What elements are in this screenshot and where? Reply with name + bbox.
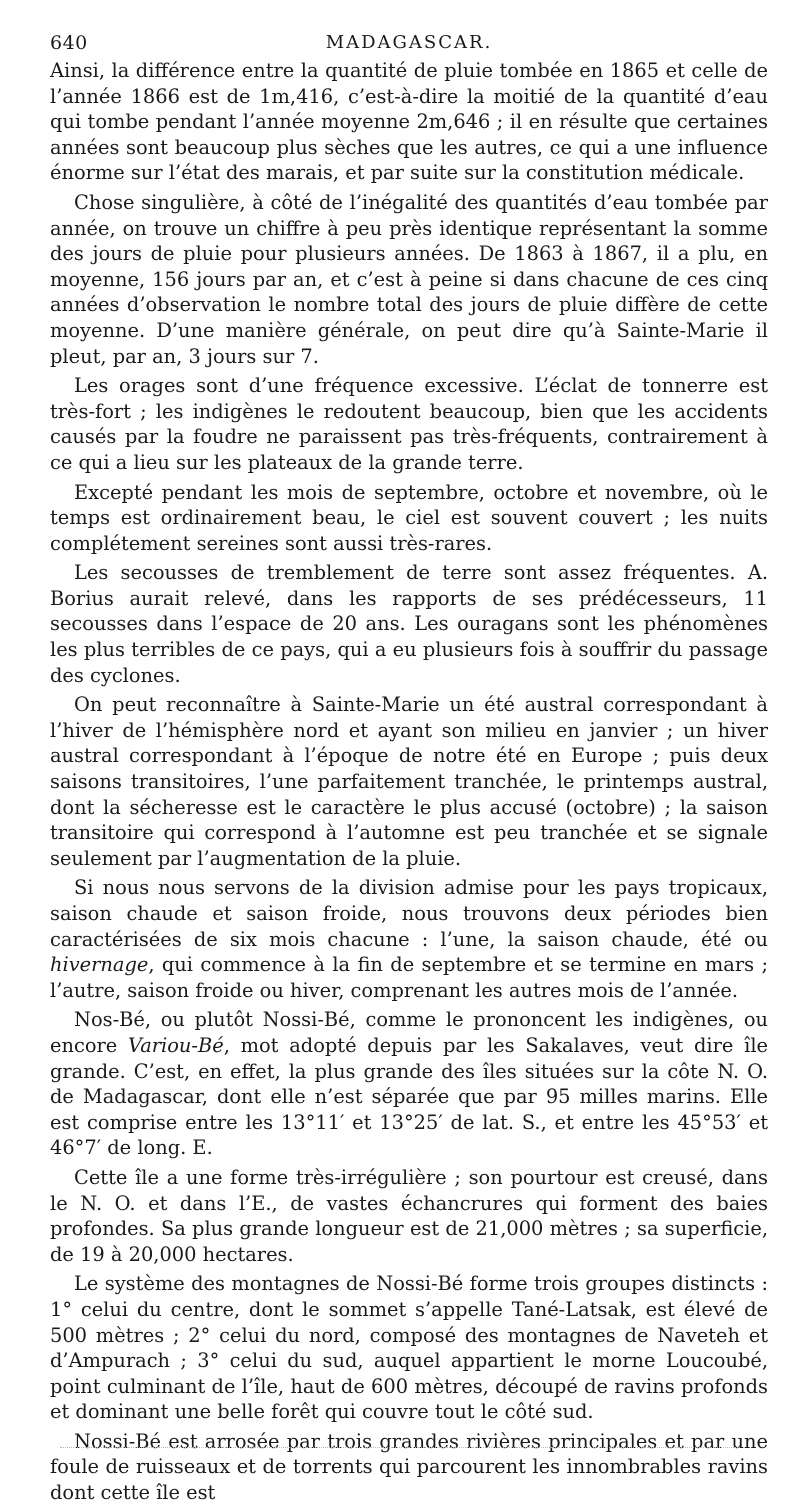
paragraph-sky: Excepté pendant les mois de septembre, octobre et novembre, où le temps est ordinairement beau, le ciel est souvent couvert ; les nuits complétement sereines sont aussi très-rares. xyxy=(50,480,768,555)
paragraph-storms: Les orages sont d’une fréquence excessive. L’éclat de tonnerre est très-fort ; les indigènes le redoutent beaucoup, bien que les accidents causés par la foudre ne paraissent pas très-fréquents, contrairement à ce qui a lieu sur les plateaux de la grande terre. xyxy=(50,374,768,474)
page-number: 640 xyxy=(50,32,88,54)
paragraph-austral-seasons: On peut reconnaître à Sainte-Marie un été austral correspondant à l’hiver de l’hémisphère nord et ayant son milieu en janvier ; un hiver austral correspondant à l’époque de notre été en Europe ; puis deux saisons transitoires, l’une parfaitement tranchée, le printemps austral, dont la sécheresse est le caractère le plus accusé (octobre) ; la saison transitoire qui correspond à l’automne est peu tranchée et se signale seulement par l’augmentation de la pluie. xyxy=(50,693,768,870)
paragraph-rainfall-difference: Ainsi, la différence entre la quantité de pluie tombée en 1865 et celle de l’année 1866 est de 1m,416, c’est-à-dire la moitié de la quantité d’eau qui tombe pendant l’année moyenne 2m,646 ; il en résulte que certaines années sont beaucoup plus sèches que les autres, ce qui a une influence énorme sur l’état des marais, et par suite sur la constitution médicale. xyxy=(50,59,768,185)
body-text xyxy=(50,58,768,1506)
italic-term-variou-be: Variou-Bé xyxy=(128,1033,224,1057)
book-page xyxy=(50,28,768,1510)
running-title: MADAGASCAR. xyxy=(325,32,493,53)
paragraph-island-shape: Cette île a une forme très-irrégulière ; son pourtour est creusé, dans le N. O. et dans l’E., de vastes échancrures qui forment des baies profondes. Sa plus grande longueur est de 21,000 mètres ; sa superficie, de 19 à 20,000 hectares. xyxy=(50,1165,768,1266)
paragraph-earthquakes: Les secousses de tremblement de terre sont assez fréquentes. A. Borius aurait relevé, dans les rapports de ses prédécesseurs, 11 secousses dans l’espace de 20 ans. Les ouragans sont les phénomènes les plus terribles de ce pays, qui a eu plusieurs fois à souffrir du passage des cyclones. xyxy=(50,561,768,687)
italic-term-hivernage: hivernage xyxy=(50,953,149,977)
paragraph-mountains: Le système des montagnes de Nossi-Bé forme trois groupes distincts : 1° celui du centre, dont le sommet s’appelle Tané-Latsak, est élevé de 500 mètres ; 2° celui du nord, composé des montagnes de Naveteh et d’Ampurach ; 3° celui du sud, auquel appartient le morne Loucoubé, point culminant de l’île, haut de 600 mètres, découpé de ravins profonds et dominant une belle forêt qui couvre tout le côté sud. xyxy=(50,1272,768,1424)
paragraph-nossi-be-name xyxy=(50,1007,768,1161)
paragraph-rivers: Nossi-Bé est arrosée par trois grandes rivières principales et par une foule de ruisseaux et de torrents qui parcourent les innombrables ravins dont cette île est xyxy=(50,1429,768,1505)
text-run: Nos-Bé, ou plutôt Nossi-Bé, comme le prononcent les indigènes, ou encore xyxy=(50,1008,768,1057)
text-run: , mot adopté depuis par les Sakalaves, veut dire île grande. C’est, en effet, la plus grande des îles situées sur la côte N. O. de Madagascar, dont elle n’est séparée que par 95 milles marins. Elle est comprise entre les 13°11′ et 13°25′ de lat. S., et entre les 45°53′ et 46°7′ de long. E. xyxy=(50,1033,769,1160)
paragraph-rainy-days: Chose singulière, à côté de l’inégalité des quantités d’eau tombée par année, on trouve un chiffre à peu près identique représentant la somme des jours de pluie pour plusieurs années. De 1863 à 1867, il a plu, en moyenne, 156 jours par an, et c’est à peine si dans chacune de ces cinq années d’observation le nombre total des jours de pluie diffère de cette moyenne. D’une manière générale, on peut dire qu’à Sainte-Marie il pleut, par an, 3 jours sur 7. xyxy=(50,190,768,368)
text-run: , qui commence à la fin de septembre et se termine en mars ; l’autre, saison froide ou hiver, comprenant les autres mois de l’année. xyxy=(50,953,768,1002)
footer-dotted-rule xyxy=(60,1447,740,1448)
text-run: Si nous nous servons de la division admise pour les pays tropicaux, saison chaude et saison froide, nous trouvons deux périodes bien caractérisées de six mois chacune : l’une, la saison chaude, été ou xyxy=(50,876,768,951)
page-header xyxy=(50,28,768,58)
paragraph-tropical-seasons xyxy=(50,875,768,1003)
